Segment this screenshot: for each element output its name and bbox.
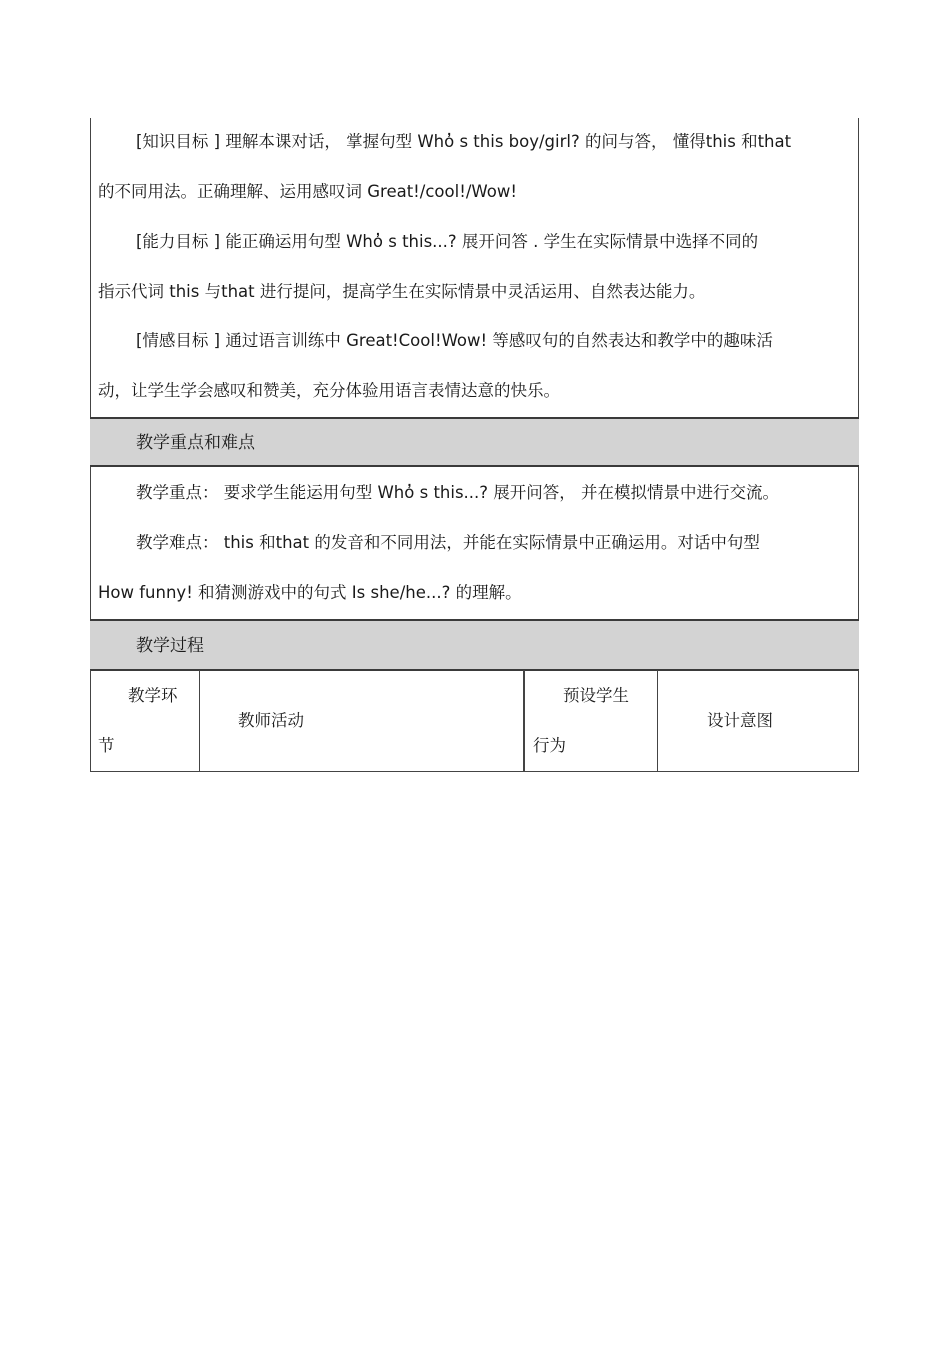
teaching-difficulty-line-1: 教学难点： this 和that 的发音和不同用法，并能在实际情景中正确运用。对话中句型 <box>136 533 760 552</box>
col-student-behavior <box>525 670 657 771</box>
ability-objective-line-2: 指示代词 this 与that 进行提问，提高学生在实际情景中灵活运用、自然表达能力。 <box>98 282 706 301</box>
col-teacher-activity <box>200 670 523 771</box>
emotion-objective-line-1: [情感目标 ] 通过语言训练中 Great!Cool!Wow! 等感叹句的自然表达和教学中的趣味活 <box>136 331 773 350</box>
process-header <box>90 619 859 671</box>
key-points-header-label: 教学重点和难点 <box>136 433 255 453</box>
col-design-intent-label: 设计意图 <box>707 711 773 730</box>
knowledge-objective-line-1: [知识目标 ] 理解本课对话， 掌握句型 Who̓ s this boy/girl? 的问与答， 懂得this 和that <box>136 132 792 151</box>
col-teaching-stage <box>90 670 199 771</box>
col-teaching-stage-line-1: 教学环 <box>128 686 178 705</box>
col-student-behavior-line-1: 预设学生 <box>563 686 629 705</box>
emotion-objective-line-2: 动，让学生学会感叹和赞美，充分体验用语言表情达意的快乐。 <box>98 381 560 400</box>
col-student-behavior-line-2: 行为 <box>533 736 566 755</box>
key-points-header <box>90 417 859 467</box>
col-border-right <box>858 670 859 771</box>
process-header-label: 教学过程 <box>136 636 204 656</box>
key-points-section <box>90 467 859 619</box>
ability-objective-line-1: [能力目标 ] 能正确运用句型 Who̓ s this...? 展开问答 . 学生在实际情景中选择不同的 <box>136 232 759 251</box>
teaching-focus-line: 教学重点： 要求学生能运用句型 Who̓ s this...? 展开问答， 并在模拟情景中进行交流。 <box>136 483 780 502</box>
knowledge-objective-line-2: 的不同用法。正确理解、运用感叹词 Great!/cool!/Wow! <box>98 182 517 201</box>
teaching-difficulty-line-2: How funny! 和猜测游戏中的句式 Is she/he...? 的理解。 <box>98 583 522 602</box>
process-table-header-row <box>90 670 859 772</box>
col-teacher-activity-label: 教师活动 <box>238 711 304 730</box>
col-design-intent <box>658 670 858 771</box>
objectives-section <box>90 118 859 418</box>
col-teaching-stage-line-2: 节 <box>98 736 115 755</box>
